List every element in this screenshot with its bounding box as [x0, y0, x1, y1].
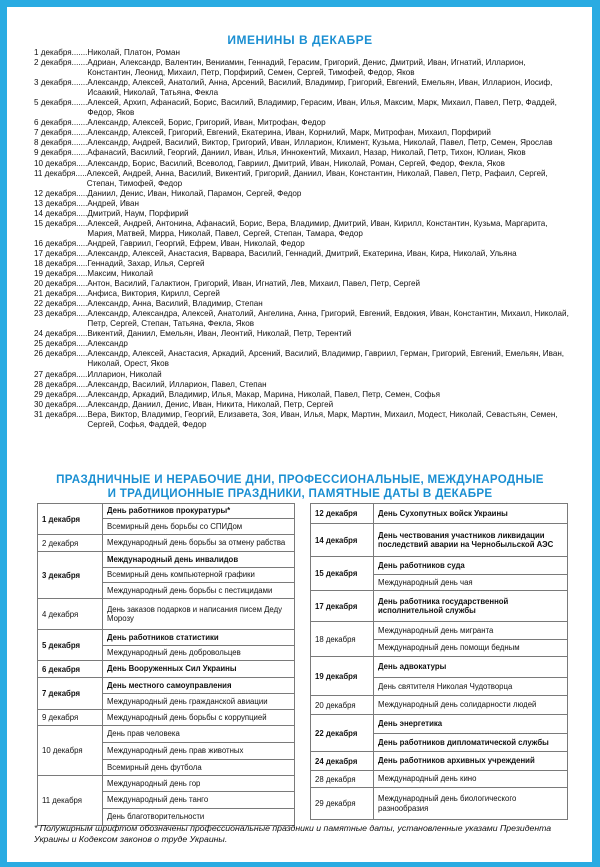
- nameday-row: [34, 259, 572, 269]
- holiday-name: День энергетика: [374, 715, 568, 734]
- nameday-names: Александр, Борис, Василий, Всеволод, Гавриил, Дмитрий, Иван, Николай, Роман, Сергей, Федор, Фекла, Яков: [87, 158, 505, 168]
- nameday-date: 7 декабря.......: [34, 128, 88, 138]
- holidays-title-line1: ПРАЗДНИЧНЫЕ И НЕРАБОЧИЕ ДНИ, ПРОФЕССИОНАЛЬНЫЕ, МЕЖДУНАРОДНЫЕ: [56, 473, 544, 486]
- holiday-row: [38, 726, 295, 743]
- nameday-date: 25 декабря.....: [34, 339, 88, 349]
- holiday-row: [311, 504, 568, 524]
- nameday-row: [34, 199, 572, 209]
- holiday-date: 28 декабря: [311, 771, 374, 788]
- nameday-date: 3 декабря.......: [34, 78, 88, 88]
- nameday-date: 13 декабря.....: [34, 198, 88, 208]
- nameday-date: 22 декабря.....: [34, 299, 88, 309]
- nameday-row: [34, 189, 572, 199]
- holiday-date: 5 декабря: [38, 630, 103, 661]
- nameday-date: 18 декабря.....: [34, 258, 88, 268]
- holiday-name: День работников статистики: [103, 630, 295, 646]
- nameday-row: [34, 410, 572, 430]
- holiday-row: [38, 678, 295, 694]
- nameday-names: Адриан, Александр, Валентин, Вениамин, Геннадий, Герасим, Григорий, Денис, Дмитрий, Иван, Игнатий, Илларион, Константин, Леонид, Михаил, Петр, Порфирий, Семен, Сергей, Тимофей, Федор, Яков: [87, 58, 526, 78]
- nameday-names: Дмитрий, Наум, Порфирий: [87, 208, 189, 218]
- page-border-right: [592, 0, 600, 867]
- holiday-name: День работников архивных учреждений: [374, 752, 568, 771]
- nameday-date: 27 декабря.....: [34, 369, 88, 379]
- holiday-row: [311, 591, 568, 622]
- nameday-date: 24 декабря.....: [34, 329, 88, 339]
- footnote: * Полужирным шрифтом обозначены профессиональные праздники и памятные даты, установленные указами Президента Украины и Кодексом законов о труде Украины.: [34, 823, 552, 844]
- nameday-date: 10 декабря.....: [34, 158, 88, 168]
- holiday-row: [38, 599, 295, 630]
- nameday-date: 23 декабря.....: [34, 309, 88, 319]
- nameday-row: [34, 239, 572, 249]
- namedays-list: [34, 48, 572, 430]
- nameday-date: 5 декабря.......: [34, 98, 88, 108]
- holiday-name: Международный день борьбы с коррупцией: [103, 710, 295, 726]
- holiday-date: 9 декабря: [38, 710, 103, 726]
- holiday-row: [311, 524, 568, 557]
- nameday-names: Александр, Алексей, Анастасия, Варвара, Василий, Геннадий, Дмитрий, Екатерина, Иван, Кира, Николай, Ульяна: [87, 248, 517, 258]
- holiday-name: Международный день мигранта: [374, 622, 568, 640]
- holiday-row: [38, 535, 295, 552]
- nameday-names: Вера, Виктор, Владимир, Георгий, Елизавета, Зоя, Иван, Илья, Марк, Мартин, Михаил, Модест, Николай, Севастьян, Семен, Сергей, Софья, Фаддей, Федор: [87, 409, 558, 429]
- holiday-name: День работника государственной исполнительной службы: [374, 591, 568, 622]
- nameday-date: 15 декабря.....: [34, 218, 88, 228]
- holiday-name: Международный день чая: [374, 575, 568, 591]
- nameday-date: 17 декабря.....: [34, 248, 88, 258]
- holiday-name: День Вооруженных Сил Украины: [103, 661, 295, 678]
- nameday-names: Александр, Алексей, Борис, Григорий, Иван, Митрофан, Федор: [87, 118, 326, 128]
- nameday-row: [34, 380, 572, 390]
- nameday-date: 12 декабря.....: [34, 188, 88, 198]
- holiday-date: 10 декабря: [38, 726, 103, 776]
- nameday-row: [34, 138, 572, 148]
- nameday-date: 11 декабря.....: [34, 168, 87, 178]
- holiday-row: [311, 752, 568, 771]
- nameday-date: 16 декабря.....: [34, 238, 88, 248]
- holiday-name: День местного самоуправления: [103, 678, 295, 694]
- nameday-names: Викентий, Даниил, Емельян, Иван, Леонтий, Николай, Петр, Терентий: [87, 329, 352, 339]
- nameday-names: Александр, Анна, Василий, Владимир, Степан: [87, 299, 263, 309]
- nameday-date: 19 декабря.....: [34, 269, 88, 279]
- holiday-row: [311, 657, 568, 678]
- nameday-row: [34, 329, 572, 339]
- holiday-name: Международный день гражданской авиации: [103, 694, 295, 710]
- nameday-date: 20 декабря.....: [34, 279, 88, 289]
- nameday-row: [34, 339, 572, 349]
- holidays-title: [0, 473, 600, 501]
- nameday-date: 28 декабря.....: [34, 379, 88, 389]
- nameday-names: Андрей, Гавриил, Георгий, Ефрем, Иван, Николай, Федор: [87, 238, 305, 248]
- holiday-name: День святителя Николая Чудотворца: [374, 678, 568, 696]
- holiday-date: 24 декабря: [311, 752, 374, 771]
- holiday-name: День чествования участников ликвидации последствий аварии на Чернобыльской АЭС: [374, 524, 568, 557]
- holidays-table-left: [37, 503, 295, 826]
- nameday-names: Николай, Платон, Роман: [87, 48, 180, 57]
- nameday-date: 6 декабря.......: [34, 118, 88, 128]
- nameday-names: Максим, Николай: [87, 269, 154, 279]
- nameday-names: Даниил, Денис, Иван, Николай, Парамон, Сергей, Федор: [87, 188, 302, 198]
- holiday-name: Международный день инвалидов: [103, 552, 295, 568]
- nameday-row: [34, 370, 572, 380]
- nameday-date: 26 декабря.....: [34, 349, 88, 359]
- nameday-names: Александр, Андрей, Василий, Виктор, Григорий, Иван, Илларион, Климент, Кузьма, Николай, Павел, Петр, Семен, Ярослав: [87, 138, 553, 148]
- nameday-date: 30 декабря.....: [34, 399, 88, 409]
- nameday-row: [34, 118, 572, 128]
- holiday-name: Международный день солидарности людей: [374, 696, 568, 715]
- holiday-row: [38, 504, 295, 519]
- holiday-date: 1 декабря: [38, 504, 103, 535]
- nameday-row: [34, 219, 572, 239]
- nameday-names: Антон, Василий, Галактион, Григорий, Иван, Игнатий, Лев, Михаил, Павел, Петр, Сергей: [87, 279, 421, 289]
- nameday-date: 31 декабря.....: [34, 409, 88, 419]
- holiday-date: 29 декабря: [311, 788, 374, 820]
- holiday-row: [311, 696, 568, 715]
- nameday-row: [34, 249, 572, 259]
- holiday-date: 20 декабря: [311, 696, 374, 715]
- nameday-names: Алексей, Андрей, Анна, Василий, Викентий, Григорий, Даниил, Иван, Константин, Николай, Павел, Петр, Рафаил, Сергей, Степан, Тимофей, Федор: [86, 168, 548, 188]
- holiday-date: 19 декабря: [311, 657, 374, 696]
- holiday-date: 17 декабря: [311, 591, 374, 622]
- holiday-name: Всемирный день борьбы со СПИДом: [103, 519, 295, 535]
- holiday-name: День заказов подарков и написания писем Деду Морозу: [103, 599, 295, 630]
- nameday-names: Геннадий, Захар, Илья, Сергей: [87, 258, 205, 268]
- nameday-row: [34, 349, 572, 369]
- nameday-date: 1 декабря.......: [34, 48, 88, 57]
- holiday-row: [38, 552, 295, 568]
- holiday-name: Международный день биологического разнообразия: [374, 788, 568, 820]
- holiday-name: Международный день помощи бедным: [374, 640, 568, 657]
- holiday-row: [38, 710, 295, 726]
- holiday-date: 22 декабря: [311, 715, 374, 752]
- nameday-row: [34, 78, 572, 98]
- nameday-date: 14 декабря.....: [34, 208, 88, 218]
- holiday-row: [38, 630, 295, 646]
- holiday-name: Международный день борьбы с пестицидами: [103, 583, 295, 599]
- holiday-name: День работников суда: [374, 557, 568, 575]
- holiday-date: 11 декабря: [38, 776, 103, 826]
- holiday-name: День работников дипломатической службы: [374, 734, 568, 752]
- holidays-title-line2: И ТРАДИЦИОННЫЕ ПРАЗДНИКИ, ПАМЯТНЫЕ ДАТЫ В ДЕКАБРЕ: [107, 487, 493, 500]
- nameday-names: Александр, Даниил, Денис, Иван, Никита, Николай, Петр, Сергей: [87, 399, 334, 409]
- nameday-row: [34, 128, 572, 138]
- holiday-name: День прав человека: [103, 726, 295, 743]
- nameday-date: 8 декабря.......: [34, 138, 88, 148]
- nameday-names: Анфиса, Виктория, Кирилл, Сергей: [87, 289, 220, 299]
- holiday-name: Международный день добровольцев: [103, 646, 295, 661]
- holiday-name: Всемирный день футбола: [103, 760, 295, 776]
- holiday-name: Международный день борьбы за отмену рабства: [103, 535, 295, 552]
- holiday-row: [311, 715, 568, 734]
- nameday-names: Алексей, Андрей, Антонина, Афанасий, Борис, Вера, Владимир, Дмитрий, Иван, Кирилл, Константин, Кузьма, Маргарита, Мария, Матвей, Мирра, Николай, Павел, Сергей, Степан, Тамара, Федор: [87, 218, 548, 238]
- nameday-row: [34, 279, 572, 289]
- nameday-names: Андрей, Иван: [87, 198, 139, 208]
- nameday-names: Александр, Алексей, Анастасия, Аркадий, Арсений, Василий, Владимир, Гавриил, Герман, Григорий, Евгений, Емельян, Иван, Николай, Орест, Яков: [87, 349, 565, 369]
- holiday-date: 3 декабря: [38, 552, 103, 599]
- holiday-date: 7 декабря: [38, 678, 103, 710]
- holiday-name: Международный день гор: [103, 776, 295, 792]
- holiday-date: 2 декабря: [38, 535, 103, 552]
- holiday-date: 14 декабря: [311, 524, 374, 557]
- nameday-row: [34, 209, 572, 219]
- holiday-name: День благотворительности: [103, 809, 295, 826]
- holiday-date: 18 декабря: [311, 622, 374, 657]
- holiday-row: [311, 788, 568, 820]
- nameday-names: Алексей, Архип, Афанасий, Борис, Василий, Владимир, Герасим, Иван, Илья, Максим, Марк, Михаил, Павел, Петр, Фаддей, Федор, Яков: [87, 98, 557, 118]
- holiday-date: 15 декабря: [311, 557, 374, 591]
- namedays-title: ИМЕНИНЫ В ДЕКАБРЕ: [227, 33, 373, 47]
- nameday-names: Александр: [87, 339, 128, 349]
- holiday-name: День адвокатуры: [374, 657, 568, 678]
- nameday-row: [34, 98, 572, 118]
- holiday-date: 4 декабря: [38, 599, 103, 630]
- holiday-name: Международный день кино: [374, 771, 568, 788]
- holiday-name: День Сухопутных войск Украины: [374, 504, 568, 524]
- nameday-row: [34, 159, 572, 169]
- nameday-row: [34, 299, 572, 309]
- holiday-name: День работников прокуратуры*: [103, 504, 295, 519]
- holidays-table-right: [310, 503, 568, 820]
- nameday-row: [34, 400, 572, 410]
- nameday-names: Александр, Алексей, Анатолий, Анна, Арсений, Василий, Владимир, Григорий, Евгений, Емельян, Иван, Илларион, Иосиф, Исаакий, Николай, Татьяна, Фекла: [87, 78, 553, 98]
- nameday-row: [34, 58, 572, 78]
- nameday-row: [34, 309, 572, 329]
- holiday-row: [38, 776, 295, 792]
- holiday-row: [38, 661, 295, 678]
- nameday-names: Илларион, Николай: [87, 369, 162, 379]
- holiday-row: [311, 771, 568, 788]
- nameday-date: 29 декабря.....: [34, 389, 88, 399]
- nameday-row: [34, 289, 572, 299]
- holiday-row: [311, 622, 568, 640]
- nameday-row: [34, 269, 572, 279]
- holiday-name: Международный день танго: [103, 792, 295, 809]
- nameday-names: Александр, Василий, Илларион, Павел, Степан: [87, 379, 267, 389]
- holiday-date: 12 декабря: [311, 504, 374, 524]
- nameday-names: Александр, Алексей, Григорий, Евгений, Екатерина, Иван, Корнилий, Марк, Митрофан, Михаил, Порфирий: [87, 128, 491, 138]
- holiday-row: [311, 557, 568, 575]
- holiday-name: Всемирный день компьютерной графики: [103, 568, 295, 583]
- nameday-row: [34, 148, 572, 158]
- holiday-date: 6 декабря: [38, 661, 103, 678]
- nameday-names: Александр, Аркадий, Владимир, Илья, Макар, Марина, Николай, Павел, Петр, Семен, Софья: [87, 389, 441, 399]
- nameday-row: [34, 169, 572, 189]
- nameday-date: 9 декабря.......: [34, 148, 88, 158]
- nameday-names: Александр, Александра, Алексей, Анатолий, Ангелина, Анна, Григорий, Евгений, Евдокия, Иван, Константин, Михаил, Николай, Петр, Сергей, Степан, Татьяна, Фекла, Яков: [87, 309, 569, 329]
- nameday-row: [34, 390, 572, 400]
- nameday-date: 21 декабря.....: [34, 289, 88, 299]
- nameday-names: Афанасий, Василий, Георгий, Даниил, Иван, Илья, Иннокентий, Михаил, Назар, Николай, Петр, Тихон, Юлиан, Яков: [87, 148, 526, 158]
- nameday-date: 2 декабря.......: [34, 58, 88, 68]
- holiday-name: Международный день прав животных: [103, 743, 295, 760]
- nameday-row: [34, 48, 572, 58]
